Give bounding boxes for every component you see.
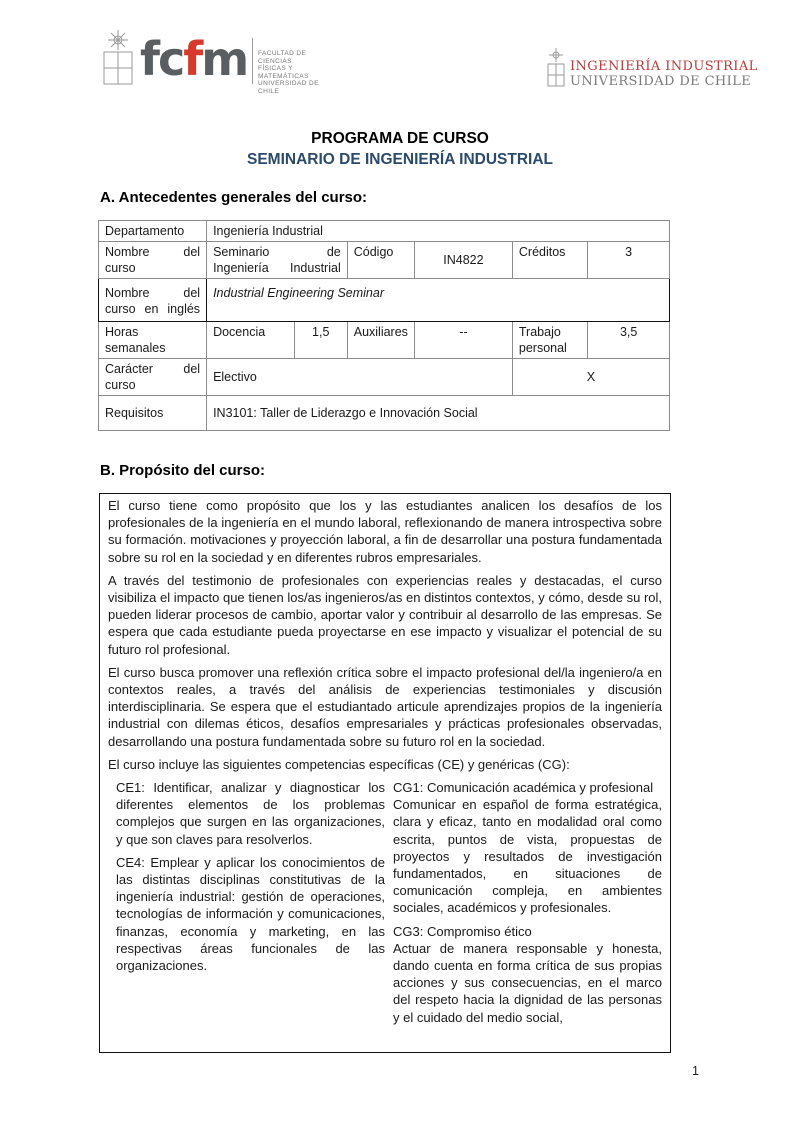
university-crest-icon <box>100 30 136 88</box>
row-departamento <box>99 221 670 242</box>
section-b-heading: B. Propósito del curso: <box>100 462 266 479</box>
logo-line-1: INGENIERÍA INDUSTRIAL <box>570 59 758 74</box>
label-creditos: Créditos <box>512 242 587 279</box>
value-departamento: Ingeniería Industrial <box>207 221 670 242</box>
label-requisitos: Requisitos <box>99 396 207 431</box>
competency-text: Comunicar en español de forma estratégica, clara y eficaz, tanto en modalidad oral como escrita, puntos de vista, propuestas de proyectos y resultados de investigación fundamentados, en situaciones de comunicación compleja, en ambientes sociales, académicos y profesionales. <box>393 797 662 916</box>
competencies-list <box>108 779 662 1032</box>
page-number: 1 <box>692 1064 699 1078</box>
value-codigo: IN4822 <box>415 242 513 279</box>
value-docencia: 1,5 <box>294 322 347 359</box>
label-trabajo-personal: Trabajo personal <box>512 322 587 359</box>
fcfm-logo <box>100 30 340 95</box>
label-nombre-ingles: Nombre del curso en inglés <box>99 279 207 322</box>
row-requisitos <box>99 396 670 431</box>
fcfm-subtitle: FACULTAD DE CIENCIAS FÍSICAS Y MATEMÁTICAS UNIVERSIDAD DE CHILE <box>258 50 319 95</box>
purpose-box <box>99 493 671 1053</box>
competency-title: CG1: Comunicación académica y profesional <box>393 780 654 796</box>
row-horas <box>99 322 670 359</box>
purpose-paragraph: El curso busca promover una reflexión crítica sobre el impacto profesional del/la ingeniero/a en contextos reales, a través del análisis de experiencias testimoniales y discusión interdisciplinaria. Se espera que el estudiantado articule aprendizajes propios de la ingeniería industrial con dilemas éticos, desafíos empresariales y prácticas profesionales observadas, desarrollando una postura fundamentada sobre su futuro rol en la sociedad. <box>108 664 662 749</box>
value-nombre-ingles: Industrial Engineering Seminar <box>207 279 670 322</box>
value-trabajo-personal: 3,5 <box>588 322 670 359</box>
row-nombre <box>99 242 670 279</box>
row-nombre-ingles <box>99 279 670 322</box>
caracter-mark: X <box>512 359 669 396</box>
label-nombre: Nombre del curso <box>99 242 207 279</box>
logo-line-2: UNIVERSIDAD DE CHILE <box>570 74 752 89</box>
competency-ce1: CE1: Identificar, analizar y diagnosticar los diferentes elementos de los problemas complejos que surgen en las organizaciones, y que son claves para resolverlos. <box>116 780 385 847</box>
document-subtitle: SEMINARIO DE INGENIERÍA INDUSTRIAL <box>247 151 553 168</box>
row-caracter <box>99 359 670 396</box>
value-creditos: 3 <box>588 242 670 279</box>
purpose-paragraph: A través del testimonio de profesionales con experiencias reales y destacadas, el curso visibiliza el impacto que tienen los/as ingenieros/as en distintos contextos, y cómo, desde su rol, pueden liderar procesos de cambio, aportar valor y contribuir al desarrollo de las empresas. Se espera que cada estudiante pueda proyectarse en ese impacto y visualizar el potencial de su futuro rol profesional. <box>108 572 662 657</box>
value-requisitos: IN3101: Taller de Liderazgo e Innovación Social <box>207 396 670 431</box>
competency-cg3 <box>393 923 662 1026</box>
competency-ce4: CE4: Emplear y aplicar los conocimientos de las distintas disciplinas constitutivas de la ingeniería industrial: gestión de operaciones, tecnologías de información y comunicaciones, finanzas, economía y marketing, en las respectivas áreas funcionales de las organizaciones. <box>116 854 385 974</box>
competency-cg1 <box>393 779 662 917</box>
value-auxiliares: -- <box>415 322 513 359</box>
label-codigo: Código <box>347 242 414 279</box>
value-caracter: Electivo <box>207 359 513 396</box>
label-auxiliares: Auxiliares <box>347 322 414 359</box>
competency-title: CG3: Compromiso ético <box>393 923 532 939</box>
competencies-intro: El curso incluye las siguientes competencias específicas (CE) y genéricas (CG): <box>108 756 570 772</box>
section-a-heading: A. Antecedentes generales del curso: <box>100 189 368 206</box>
logo-divider <box>252 38 253 84</box>
fcfm-wordmark: fcfm <box>140 32 248 86</box>
purpose-paragraph: El curso tiene como propósito que los y las estudiantes analicen los desafíos de los profesionales de la ingeniería en el mundo laboral, reflexionando de manera introspectiva sobre su formación. motivaciones y proyección laboral, a fin de desarrollar una postura fundamentada sobre su rol en la sociedad y en diferentes rubros empresariales. <box>108 498 662 565</box>
label-departamento: Departamento <box>99 221 207 242</box>
label-caracter: Carácter del curso <box>99 359 207 396</box>
label-docencia: Docencia <box>207 322 295 359</box>
specific-competencies <box>116 779 385 1032</box>
university-crest-icon <box>546 48 566 88</box>
label-horas: Horas semanales <box>99 322 207 359</box>
course-info-table <box>98 220 670 431</box>
value-nombre: Seminario de Ingeniería Industrial <box>207 242 348 279</box>
generic-competencies <box>393 779 662 1032</box>
ingenieria-industrial-logo <box>546 48 758 94</box>
competency-text: Actuar de manera responsable y honesta, dando cuenta en forma crítica de sus propias acciones y sus consecuencias, en el marco del respeto hacia la dignidad de las personas y el cuidado del medio social, <box>393 940 662 1025</box>
document-title: PROGRAMA DE CURSO <box>311 130 489 147</box>
